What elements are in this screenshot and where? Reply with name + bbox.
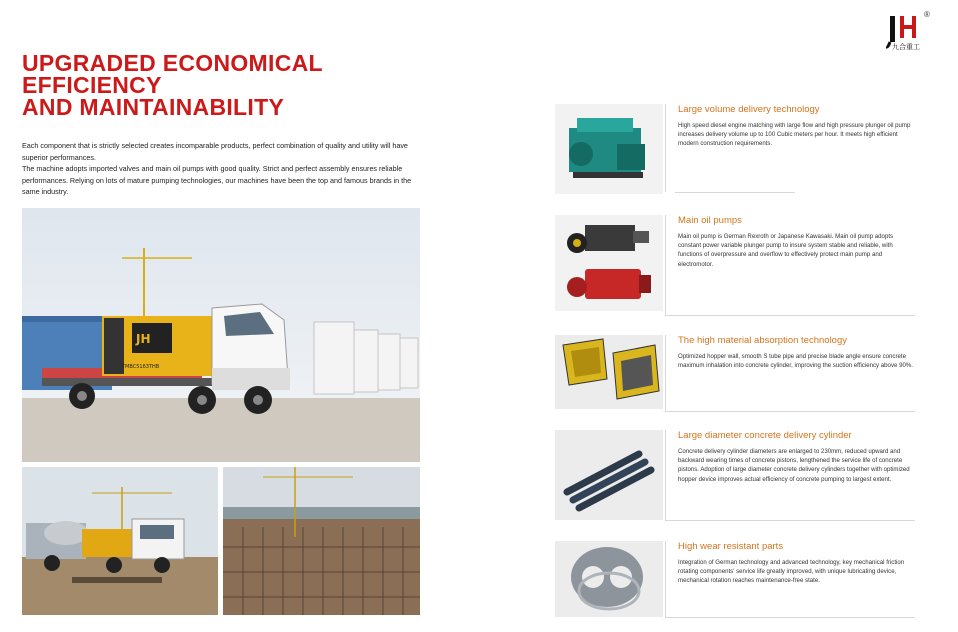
hopper-image (555, 335, 663, 409)
intro-paragraph-1: Each component that is strictly selected creates incomparable products, perfect combination of quality and utility will have superior performances. (22, 141, 408, 162)
construction-site-photo (223, 467, 420, 615)
title-line-3: AND MAINTAINABILITY (22, 94, 285, 120)
wear-plate-image (555, 541, 663, 617)
title-line-1: UPGRADED ECONOMICAL (22, 50, 323, 76)
feature-text-5: Integration of German technology and advanced technology, key mechanical friction rotating components' service life greatly improved, with unique lubricating device, mechanical rotation reaches maintenance-free state. (678, 559, 905, 585)
feature-title-2: Main oil pumps (678, 215, 742, 226)
intro-text (22, 140, 422, 198)
diesel-engine-image (555, 104, 663, 194)
company-logo (886, 10, 932, 50)
logo-text: 九合重工 (892, 43, 920, 50)
feature-title-3: The high material absorption technology (678, 335, 847, 346)
feature-text-1: High speed diesel engine matching with large flow and high pressure plunger oil pump increases delivery volume up to 100 Cubic meters per hour. It meets high efficient modern construction requirements. (678, 122, 911, 148)
oil-pumps-image (555, 215, 663, 311)
page-title (22, 52, 352, 118)
feature-title-4: Large diameter concrete delivery cylinder (678, 430, 852, 441)
feature-title-5: High wear resistant parts (678, 541, 784, 552)
feature-text-4: Concrete delivery cylinder diameters are enlarged to 230mm, reduced upward and backward wearing times of concrete pistons, lengthened the service life of concrete pistons. Adoption of large diameter concrete delivery cylinders together with optimized hopper device improves actual efficiency of concrete pumping to largest extent. (678, 448, 910, 483)
title-line-2: EFFICIENCY (22, 72, 162, 98)
feature-text-3: Optimized hopper wall, smooth S tube pipe and precise blade angle ensure concrete maximum inhalation into concrete cylinder, improving the suction efficiency above 90%. (678, 353, 913, 370)
intro-paragraph-2: The machine adopts imported valves and main oil pumps with good quality. Strict and perfect assembly ensures reliable performances. Relying on lots of mature pumping technologies, our machines have been the top and famous brands in the same industry. (22, 164, 412, 196)
feature-text-2: Main oil pump is German Rexroth or Japanese Kawasaki. Main oil pump adopts constant power variable plunger pump to insure system stable and reliable, with functions of overpressure and overflow to effectively protect main pump and electromotor. (678, 233, 894, 268)
mixer-pump-site-photo (22, 467, 218, 615)
truck-fleet-photo (22, 208, 420, 462)
registered-mark: ® (924, 10, 930, 19)
truck-logo: JH (136, 332, 151, 346)
truck-model-label: TMBC5163THB (122, 364, 160, 370)
feature-title-1: Large volume delivery technology (678, 104, 820, 115)
cylinders-image (555, 430, 663, 520)
